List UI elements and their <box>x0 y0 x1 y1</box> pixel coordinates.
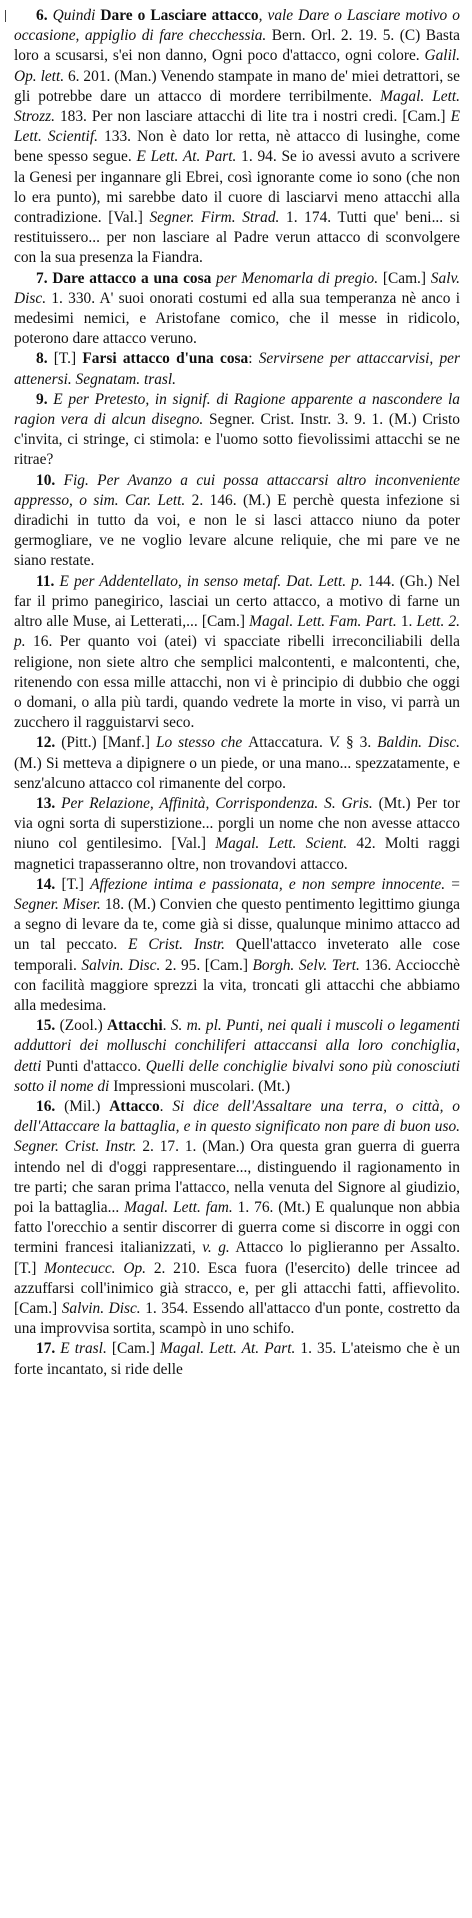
entry-15 <box>14 1016 460 1097</box>
entry-text: Punti d'attacco. <box>46 1057 146 1075</box>
entry-list <box>14 6 460 1380</box>
italic-text: Baldin. Disc. <box>377 734 460 752</box>
entry-number: 14. <box>36 875 56 893</box>
italic-text: Magal. Lett. At. Part. <box>160 1340 296 1358</box>
entry-12 <box>14 733 460 794</box>
lemma-phrase: Dare o Lasciare attacco <box>100 7 259 24</box>
italic-text: Quindi <box>52 7 101 24</box>
entry-text: Quell'attacco inveterato alle cose temporali. <box>14 936 460 974</box>
italic-text: v. g. <box>202 1239 230 1257</box>
entry-text: [Cam.] <box>382 269 431 287</box>
entry-number: 9. <box>36 390 48 408</box>
italic-text: Magal. Lett. Strozz. <box>14 87 460 126</box>
entry-text: (Mil.) <box>64 1097 110 1115</box>
entry-text: [T.] <box>61 875 91 893</box>
entry-text: 133. Non è dato lor retta, nè attacco di lusinghe, come bene spesso segue. <box>14 128 460 166</box>
italic-text: Magal. Lett. fam. <box>124 1198 233 1216</box>
entry-7 <box>14 269 460 350</box>
entry-number: 11. <box>36 572 55 590</box>
entry-text: 183. Per non lasciare attacchi di lite tra i nostri credi. [Cam.] <box>54 108 451 126</box>
entry-text: 1. 354. Essendo all'attacco d'un ponte, costretto da una improvvisa sortita, scampò in uno schifo. <box>14 1300 460 1338</box>
italic-text: Fig. Per Avanzo a cui possa attaccarsi altro inconveniente appresso <box>14 471 460 509</box>
italic-text: V. <box>328 734 341 752</box>
entry-text: Bern. Orl. 2. 19. 5. (C) Basta loro a scusarsi, s'ei non danno, Ogni poco d'attacco, ogni colore. <box>14 27 461 65</box>
entry-14 <box>14 875 460 1016</box>
margin-rule <box>5 10 6 22</box>
italic-text: Segner. Firm. Strad. <box>149 209 280 227</box>
entry-text: 1. 35. L'ateismo che è un forte incantato, si ride delle <box>14 1340 460 1378</box>
italic-text: Magal. Lett. Scient. <box>215 835 348 853</box>
italic-text: Si dice dell'Assaltare una terra, o città, o dell'Attaccare la battaglia, e in questo significato non pare di buon uso. Segner. Crist. Instr. <box>14 1097 460 1156</box>
entry-text: 18. (M.) Convien che questo pentimento legittimo giunga a segno di levare da te, come già si disse, qualunque minimo attacco ad un tal peccato. <box>14 895 460 954</box>
entry-text: (Zool.) <box>59 1017 108 1035</box>
italic-text: Borgh. Selv. Tert. <box>252 956 360 974</box>
entry-number: 8. <box>36 350 48 368</box>
italic-text: S. m. pl. Punti, nei quali i muscoli o legamenti adduttori dei molluschi conchiliferi attaccansi alla loro conchiglia <box>14 1017 461 1055</box>
entry-text: [T.] <box>53 350 83 368</box>
italic-text: E Crist. Instr. <box>128 936 226 954</box>
entry-text: : <box>248 350 259 368</box>
entry-text: 144. (Gh.) Nel far il primo panegirico, lasciai un certo attacco, a motivo di farne un altro alle Muse, ai Letterati,... [Cam.] <box>14 572 460 631</box>
italic-text: Affezione intima e passionata, e non sempre innocente. <box>90 875 452 893</box>
entry-number: 13. <box>36 794 56 812</box>
entry-text: Attacco lo piglieranno per Assalto. [T.] <box>14 1239 460 1277</box>
italic-text: o sim. Car. Lett. <box>79 491 186 509</box>
entry-text: Attaccatura. <box>248 734 329 752</box>
entry-text: Segner. Crist. Instr. 3. 9. 1. (M.) Cristo c'invita, ci stringe, ci stimola: e l'uomo sotto fievolissimi attacchi se ne ritrae? <box>14 411 460 469</box>
italic-text: E Lett. At. Part. <box>136 148 237 166</box>
entry-number: 12. <box>36 734 56 752</box>
entry-text: 2. 17. 1. (Man.) Ora questa gran guerra di guerra intendo nel di d'oggi rappresentare..., distinguendo il ragionamento in tre parti; che saran prima l'attacco, nella venuta del Signore al giudizio, poi la battaglia... <box>14 1138 460 1216</box>
entry-number: 15. <box>36 1017 56 1035</box>
italic-text: E per Pretesto, in signif. di Ragione apparente a nascondere la ragion vera di alcun disegno. <box>14 390 460 429</box>
italic-text: per Menomarla di pregio. <box>211 269 383 287</box>
lemma-phrase: Farsi attacco d'una cosa <box>82 350 249 368</box>
entry-text: 136. Acciocchè con facilità maggiore sprezzi la vita, troncati gli attacchi che abbiamo alla medesima. <box>14 956 460 1014</box>
italic-text: Lett. 2. p. <box>14 613 460 651</box>
entry-text: 1. 174. Tutti que' beni... si restituissero... per non lasciare al Padre verun attacco di sconvolgere con la sua presenza la Fiandra. <box>14 209 460 267</box>
entry-10 <box>14 471 460 572</box>
entry-text: . <box>162 1017 171 1035</box>
entry-17 <box>14 1339 460 1379</box>
italic-text: Servirsene per attaccarvisi, per attenersi. Segnatam. trasl. <box>14 350 460 388</box>
italic-text: Segner. Miser. <box>14 895 101 913</box>
entry-text: Impressioni muscolari. (Mt.) <box>113 1077 291 1095</box>
italic-text: E trasl. <box>60 1340 112 1358</box>
entry-text: , <box>456 1037 460 1055</box>
entry-6 <box>14 6 460 269</box>
entry-text: 6. 201. (Man.) Venendo stampate in mano de' miei detrattori, se gli potrebbe dare un attacco di mordere terribilmente. <box>14 67 461 105</box>
entry-11 <box>14 572 460 734</box>
entry-text: 1. <box>396 613 417 631</box>
italic-text: Galil. Op. lett. <box>14 47 460 85</box>
entry-8 <box>14 349 460 389</box>
italic-text: E Lett. Scientif. <box>14 108 460 146</box>
entry-text: 16. Per quanto voi (atei) vi spacciate ribelli irreconciliabili della religione, non siete altro che semplici malcontenti, e malcontenti, che, ritenendo con essa mille attacchi, non vi è principio di dubbio che oggi o domani, o alla più tardi, quando vedrete la morte in viso, vi parrà un zucchero il ragguistarvi seco. <box>14 633 460 732</box>
italic-text: Lo stesso che <box>155 734 249 752</box>
italic-text: Montecucc. Op. <box>44 1259 146 1277</box>
entry-text: 1. 76. (Mt.) E qualunque non abbia fatto l'orecchio a sentir discorrer di guerra come si discorre in oggi con termini francesi italianizzati, <box>14 1198 461 1257</box>
entry-text: [Cam.] <box>111 1340 161 1358</box>
lemma-phrase: Dare attacco a una cosa <box>52 269 212 287</box>
entry-text: = <box>451 875 460 893</box>
entry-number: 16. <box>36 1097 56 1115</box>
entry-text: § 3. <box>340 734 378 752</box>
italic-text: , vale Dare o Lasciare motivo o occasione, appiglio di fare checchessia. <box>14 7 460 45</box>
italic-text: Salv. Disc. <box>14 269 460 307</box>
entry-text: 42. Molti raggi magnetici trapasseranno oltre, non trovandovi attacco. <box>14 835 460 873</box>
italic-text: Per Relazione, Affinità, Corrispondenza. S. Gris. <box>61 794 373 812</box>
entry-text: 2. 210. Esca fuora (l'esercito) delle trincee ad azzuffarsi coll'inimico già stracco, e, per gli attacchi fatti, affievolito. [Cam.] <box>14 1259 460 1317</box>
lemma-phrase: Attacchi <box>107 1017 163 1035</box>
entry-9 <box>14 390 460 471</box>
italic-text: detti <box>14 1057 47 1075</box>
italic-text: E per Addentellato, in senso metaf. Dat. Lett. p. <box>59 572 363 590</box>
entry-text: 1. 94. Se io avessi avuto a scrivere la Genesi per ingannare gli Ebrei, così ignorante come io sono (che non lo era punto), mi sarebbe dato il cuore di lasciarvi meno attacchi alla contradizione. [Val.] <box>14 148 460 227</box>
italic-text: Salvin. Disc. <box>61 1300 141 1317</box>
entry-text: (M.) Si metteva a dipignere o un piede, or una mano... spezzatamente, e senz'alcuno attacco col rimanente del corpo. <box>14 754 460 792</box>
italic-text: Magal. Lett. Fam. Part. <box>249 613 397 631</box>
entry-number: 6. <box>36 7 48 24</box>
entry-text: , <box>69 491 80 509</box>
entry-text: (Mt.) Per tor via ogni sorta di superstizione... porgli un nome che non avesse attacco niuno col gentilesimo. [Val.] <box>14 794 461 853</box>
italic-text: Quelli delle conchiglie bivalvi sono più conosciuti sotto il nome di <box>14 1057 461 1095</box>
entry-number: 7. <box>36 269 48 287</box>
entry-13 <box>14 794 460 875</box>
lemma-phrase: Attacco <box>109 1097 160 1115</box>
entry-16 <box>14 1097 460 1339</box>
entry-text: 1. 330. A' suoi onorati costumi ed alla sua temperanza nè anco i medesimi nemici, e Aristofane comico, che il messe in ridicolo, poterono dare attacco veruno. <box>14 289 460 348</box>
entry-text: (Pitt.) [Manf.] <box>61 734 156 752</box>
entry-text: 2. 146. (M.) E perchè questa infezione si diradichi in tutto da voi, e non le si lasci attacco niuno da poter germogliare, ve ne voglio levare alcune reliquie, che mi pare ve ne siano restate. <box>14 491 460 570</box>
entry-number: 10. <box>36 471 56 489</box>
entry-text: 2. 95. [Cam.] <box>160 956 253 974</box>
entry-text: . <box>159 1097 173 1115</box>
italic-text: Salvin. Disc. <box>81 956 161 974</box>
entry-number: 17. <box>36 1340 56 1358</box>
